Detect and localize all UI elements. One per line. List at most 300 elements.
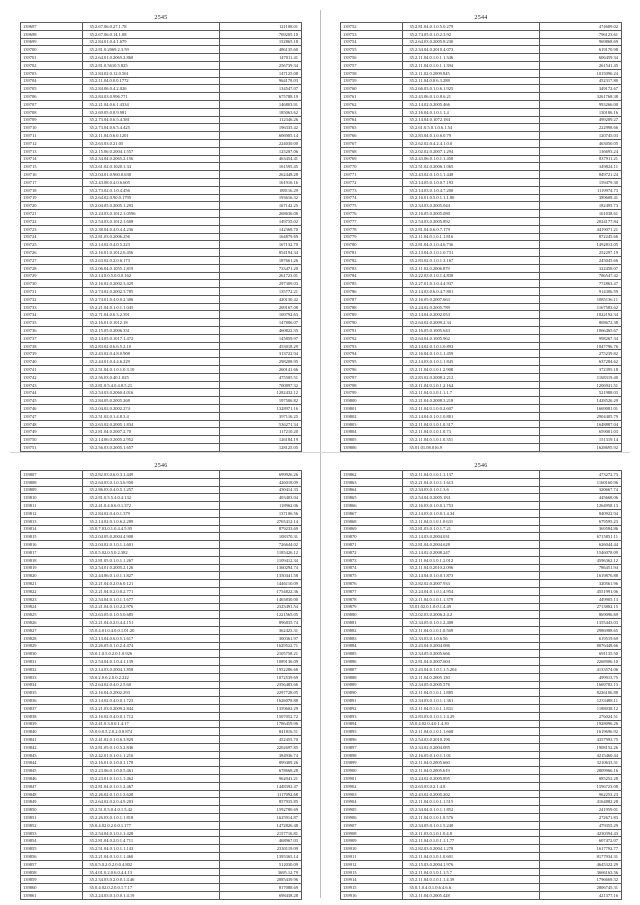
table-row — [21, 502, 302, 510]
amount-cell: 185063.62 — [220, 108, 302, 116]
record-id-cell: 139908 — [341, 829, 403, 837]
record-id-cell: 139822 — [21, 587, 83, 595]
table-row — [341, 155, 622, 163]
table-row — [341, 241, 622, 249]
account-code-cell: 35.2.34.02.0.2004.085 — [403, 743, 540, 751]
amount-cell: 1185426.12 — [220, 548, 302, 556]
table-row — [21, 821, 302, 829]
record-id-cell: 139714 — [21, 155, 83, 163]
account-code-cell: 35.2.11.04.0.1.0.1.1.1.7 — [403, 389, 540, 397]
record-id-cell: 139823 — [21, 595, 83, 603]
record-id-cell: 139835 — [21, 689, 83, 697]
record-id-cell: 139728 — [21, 264, 83, 272]
account-code-cell: 35.2.81.04.0.1.0.4.6.736 — [403, 241, 540, 249]
table-row — [21, 93, 302, 101]
table-row — [21, 525, 302, 533]
record-id-cell: 139805 — [341, 436, 403, 444]
record-id-cell: 139766 — [341, 132, 403, 140]
table-row — [21, 650, 302, 658]
account-code-cell: 35.2.83.02.0.2008.2.212 — [403, 373, 540, 381]
amount-cell: 4419071.21 — [540, 225, 622, 233]
ledger-table-body — [21, 23, 302, 452]
amount-cell: 2105758.21 — [220, 650, 302, 658]
account-code-cell: 35.2.16.01.0.5.0.1.1.1.86 — [403, 194, 540, 202]
table-row — [341, 471, 622, 479]
amount-cell: 193616.32 — [220, 194, 302, 202]
record-id-cell: 139911 — [341, 853, 403, 861]
amount-cell: 468967.03 — [220, 837, 302, 845]
record-id-cell: 139874 — [341, 564, 403, 572]
table-row — [341, 533, 622, 541]
record-id-cell: 139792 — [341, 334, 403, 342]
record-id-cell: 139864 — [341, 486, 403, 494]
table-row — [21, 412, 302, 420]
record-id-cell: 139913 — [341, 868, 403, 876]
account-code-cell: 35.2.66.03.0.1.0.6.1.925 — [403, 85, 540, 93]
page-bottom-left — [20, 462, 302, 900]
account-code-cell: 35.2.73.04.0.6.5.4.381 — [83, 116, 220, 124]
table-row — [341, 743, 622, 751]
table-row — [21, 256, 302, 264]
account-code-cell: 35.2.63.05.0.1.0.5.0.685 — [83, 611, 220, 619]
record-id-cell: 139705 — [21, 85, 83, 93]
account-code-cell: 35.2.11.04.0.1.0.1.0.317 — [403, 420, 540, 428]
amount-cell: 3695.12.79 — [220, 868, 302, 876]
account-code-cell: 35.0.4.02.0.2.0.0.1.7.17 — [83, 884, 220, 892]
table-row — [341, 829, 622, 837]
table-row — [341, 420, 622, 428]
table-row — [341, 272, 622, 280]
record-id-cell: 139888 — [341, 673, 403, 681]
account-code-cell: 35.2.41.02.0.1.0.6.3.829 — [83, 736, 220, 744]
account-code-cell: 35.2.11.04.0.0.0.1772 — [83, 77, 220, 85]
amount-cell: 161038.61 — [540, 210, 622, 218]
record-id-cell: 139768 — [341, 147, 403, 155]
record-id-cell: 139749 — [21, 428, 83, 436]
amount-cell: 1117092.68 — [220, 790, 302, 798]
amount-cell: 1119974.73 — [540, 186, 622, 194]
account-code-cell: 35.2.04.02.0.1.0.1.1.601 — [83, 541, 220, 549]
amount-cell: 197506.82 — [220, 397, 302, 405]
record-id-cell: 139704 — [21, 77, 83, 85]
ledger-table — [340, 470, 622, 900]
page-number-heading: 2545 — [154, 15, 168, 21]
account-code-cell: 35.2.24.02.0.2005.789 — [403, 303, 540, 311]
table-row — [341, 381, 622, 389]
record-id-cell: 139794 — [341, 350, 403, 358]
amount-cell: 796123.61 — [540, 30, 622, 38]
table-row — [341, 210, 622, 218]
table-row — [21, 405, 302, 413]
amount-cell: 4645322.29 — [540, 860, 622, 868]
table-row — [21, 736, 302, 744]
table-row — [341, 178, 622, 186]
account-code-cell: 35.2.64.04.0.1005.962 — [403, 334, 540, 342]
amount-cell: 521988.03 — [540, 389, 622, 397]
record-id-cell: 139827 — [21, 626, 83, 634]
record-id-cell: 139825 — [21, 611, 83, 619]
account-code-cell: 35.2.14.04.0.2002.053 — [403, 311, 540, 319]
record-id-cell: 139697 — [21, 23, 83, 31]
table-row — [341, 697, 622, 705]
table-row — [21, 665, 302, 673]
record-id-cell: 139834 — [21, 681, 83, 689]
record-id-cell: 139700 — [21, 46, 83, 54]
amount-cell: 134547.07 — [220, 85, 302, 93]
record-id-cell: 139895 — [341, 728, 403, 736]
account-code-cell: 35.2.14.02.0.4.0.5.223 — [83, 241, 220, 249]
account-code-cell: 35.2.54.03.0.2005.892 — [403, 217, 540, 225]
amount-cell: 699926.26 — [220, 471, 302, 479]
record-id-cell: 139890 — [341, 689, 403, 697]
table-row — [341, 580, 622, 588]
table-row — [341, 868, 622, 876]
amount-cell: 349824.11 — [540, 163, 622, 171]
table-row — [21, 319, 302, 327]
table-row — [21, 790, 302, 798]
account-code-cell: 35.2.61.02.0.1020.1.34 — [83, 163, 220, 171]
account-code-cell: 35.2.22.03.0.1.0.1.4.838 — [403, 272, 540, 280]
account-code-cell: 35.2.16.01.0.1012.18 — [83, 319, 220, 327]
account-code-cell: 35.2.02.03.0.2006.2.4.2 — [403, 611, 540, 619]
account-code-cell: 35.2.21.04.0.2.0.6.0.121 — [83, 580, 220, 588]
record-id-cell: 139856 — [21, 853, 83, 861]
record-id-cell: 139817 — [21, 548, 83, 556]
account-code-cell: 35.2.21.04.0.1.0.1.1.045 — [83, 303, 220, 311]
amount-cell: 118962.06 — [220, 502, 302, 510]
account-code-cell: 35.2.63.02.0.2.0.6.173 — [83, 256, 220, 264]
account-code-cell: 35.2.69.05.0.8.9.981 — [83, 108, 220, 116]
table-row — [341, 650, 622, 658]
table-row — [341, 319, 622, 327]
amount-cell: 1928096.26 — [540, 720, 622, 728]
account-code-cell: 35.2.63.02.0.2005.1.834 — [83, 420, 220, 428]
table-row — [341, 751, 622, 759]
ledger-table — [20, 22, 302, 452]
amount-cell: 2297728.05 — [220, 689, 302, 697]
account-code-cell: 35.2.21.04.0.1.0.1.1.613 — [403, 478, 540, 486]
amount-cell: 2986988.65 — [540, 626, 622, 634]
table-row — [341, 564, 622, 572]
account-code-cell: 35.2.64.02.0.90.0.1795 — [83, 194, 220, 202]
record-id-cell: 139763 — [341, 108, 403, 116]
table-row — [341, 619, 622, 627]
record-id-cell: 139854 — [21, 837, 83, 845]
table-row — [341, 412, 622, 420]
amount-cell: 121108.01 — [220, 23, 302, 31]
amount-cell: 1492813.05 — [540, 241, 622, 249]
amount-cell: 126184.19 — [220, 436, 302, 444]
record-id-cell: 139840 — [21, 728, 83, 736]
record-id-cell: 139816 — [21, 541, 83, 549]
record-id-cell: 139843 — [21, 751, 83, 759]
table-row — [21, 572, 302, 580]
record-id-cell: 139838 — [21, 712, 83, 720]
table-row — [341, 689, 622, 697]
amount-cell: 152865.18 — [220, 38, 302, 46]
record-id-cell: 139720 — [21, 202, 83, 210]
record-id-cell: 139804 — [341, 428, 403, 436]
account-code-cell: 35.2.16.01.0.1012.6.456 — [83, 249, 220, 257]
account-code-cell: 35.0.5.0.2.0.2.0.0.4.802 — [83, 860, 220, 868]
amount-cell: 1625914.87 — [220, 814, 302, 822]
account-code-cell: 35.01.02.0.1.0.0.1.4.49 — [403, 603, 540, 611]
account-code-cell: 35.2.42.01.0.1.0.1.1.216 — [83, 751, 220, 759]
record-id-cell: 139727 — [21, 256, 83, 264]
table-row — [341, 767, 622, 775]
record-id-cell: 139863 — [341, 478, 403, 486]
account-code-cell: 35.2.34.04.0.1.0.1.1.852 — [403, 806, 540, 814]
amount-cell: 4230394.43 — [540, 829, 622, 837]
table-row — [21, 478, 302, 486]
amount-cell: 298208.95 — [220, 358, 302, 366]
account-code-cell: 35.2.26.02.0.1.0.1.3.628 — [83, 790, 220, 798]
amount-cell: 679595.23 — [540, 517, 622, 525]
account-code-cell: 35.2.43.08.0.4.0.6.605 — [83, 178, 220, 186]
account-code-cell: 35.2.81.0.5.4.0.4.8.5.21 — [83, 381, 220, 389]
record-id-cell: 139739 — [21, 350, 83, 358]
record-id-cell: 139903 — [341, 790, 403, 798]
account-code-cell: 35.2.14.03.0.1.0.4.7.200 — [403, 186, 540, 194]
amount-cell: 1160160.96 — [540, 478, 622, 486]
amount-cell: 196335.42 — [220, 124, 302, 132]
table-row — [341, 806, 622, 814]
table-row — [341, 350, 622, 358]
table-row — [341, 194, 622, 202]
account-code-cell: 35.2.04.01.0.960.0.630 — [83, 171, 220, 179]
table-row — [341, 30, 622, 38]
account-code-cell: 35.0.2.0.0.2.0.0.2.222 — [83, 673, 220, 681]
amount-cell: 879233.69 — [220, 525, 302, 533]
amount-cell: 1669081.01 — [540, 405, 622, 413]
amount-cell: 4164882.28 — [540, 798, 622, 806]
table-row — [341, 502, 622, 510]
amount-cell: 125207.06 — [220, 147, 302, 155]
account-code-cell: 35.2.14.04.0.1.0.0.1.873 — [403, 572, 540, 580]
table-row — [341, 860, 622, 868]
table-row — [341, 444, 622, 452]
table-row — [21, 728, 302, 736]
table-row — [341, 280, 622, 288]
table-row — [21, 814, 302, 822]
table-row — [341, 853, 622, 861]
record-id-cell: 139884 — [341, 642, 403, 650]
table-row — [21, 548, 302, 556]
account-code-cell: 35.2.11.04.0.1.0.1.1.885 — [403, 689, 540, 697]
amount-cell: 384936.74 — [220, 751, 302, 759]
account-code-cell: 35.2.14.03.0.2004.031 — [403, 533, 540, 541]
account-code-cell: 35.2.82.03.0.2004.1.278 — [403, 845, 540, 853]
account-code-cell: 35.2.11.04.0.1.0.1.1.831 — [403, 704, 540, 712]
table-row — [341, 202, 622, 210]
account-code-cell: 35.2.81.04.0.6.0.7.179 — [403, 225, 540, 233]
table-row — [21, 241, 302, 249]
record-id-cell: 139803 — [341, 420, 403, 428]
account-code-cell: 35.2.16.05.0.1005.643 — [403, 327, 540, 335]
table-row — [341, 704, 622, 712]
amount-cell: 1669783.13 — [540, 681, 622, 689]
table-row — [21, 147, 302, 155]
amount-cell: 8076448.66 — [540, 642, 622, 650]
table-row — [341, 116, 622, 124]
table-row — [341, 821, 622, 829]
table-row — [341, 845, 622, 853]
account-code-cell: 35.2.16.04.0.1.0.1.1.4 — [403, 108, 540, 116]
account-code-cell: 35.2.14.05.0.1.0.0.7.193 — [403, 178, 540, 186]
account-code-cell: 35.2.64.03.0.1.0.3.6.950 — [83, 478, 220, 486]
table-row — [21, 798, 302, 806]
record-id-cell: 139862 — [341, 471, 403, 479]
amount-cell: 452317.80 — [540, 77, 622, 85]
amount-cell: 6715851.11 — [540, 533, 622, 541]
table-row — [341, 93, 622, 101]
record-id-cell: 139891 — [341, 697, 403, 705]
table-row — [341, 436, 622, 444]
account-code-cell: 35.2.15.03.0.2004.1.976 — [403, 860, 540, 868]
account-code-cell: 35.2.43.04.0.2004.086 — [403, 642, 540, 650]
record-id-cell: 139760 — [341, 85, 403, 93]
record-id-cell: 139795 — [341, 358, 403, 366]
table-row — [341, 163, 622, 171]
record-id-cell: 139841 — [21, 736, 83, 744]
table-row — [21, 272, 302, 280]
record-id-cell: 139829 — [21, 642, 83, 650]
record-id-cell: 139719 — [21, 194, 83, 202]
account-code-cell: 35.2.64.02.0.2.0.4.9.203 — [83, 798, 220, 806]
table-row — [341, 790, 622, 798]
amount-cell: 1754822.36 — [220, 587, 302, 595]
table-row — [21, 280, 302, 288]
account-code-cell: 35.2.34.03.0.2005.044 — [403, 202, 540, 210]
account-code-cell: 35.2.21.04.0.2.0.4.4.151 — [83, 619, 220, 627]
record-id-cell: 139899 — [341, 759, 403, 767]
amount-cell: 854194.34 — [220, 249, 302, 257]
account-code-cell: 35.2.24.03.0.1.0.0.1.4.19 — [83, 892, 220, 900]
record-id-cell: 139800 — [341, 397, 403, 405]
account-code-cell: 35.2.43.02.0.2005.202 — [403, 790, 540, 798]
amount-cell: 3210633.31 — [540, 759, 622, 767]
account-code-cell: 35.2.11.04.0.2005.428 — [403, 892, 540, 900]
record-id-cell: 139889 — [341, 681, 403, 689]
account-code-cell: 35.2.11.04.0.1.0.1.0.73 — [403, 428, 540, 436]
account-code-cell: 35.2.34.05.0.2005.576 — [403, 681, 540, 689]
account-code-cell: 35.2.15.05.0.2006.331 — [83, 327, 220, 335]
record-id-cell: 139769 — [341, 155, 403, 163]
amount-cell: 245045.66 — [540, 256, 622, 264]
account-code-cell: 35.2.41.0.3.0.0.1.4.17 — [83, 720, 220, 728]
record-id-cell: 139789 — [341, 311, 403, 319]
table-row — [21, 163, 302, 171]
amount-cell: 885252.28 — [540, 775, 622, 783]
record-id-cell: 139793 — [341, 342, 403, 350]
record-id-cell: 139713 — [21, 147, 83, 155]
table-row — [21, 494, 302, 502]
amount-cell: 2268906.10 — [540, 658, 622, 666]
amount-cell: 2765412.14 — [220, 517, 302, 525]
record-id-cell: 139910 — [341, 845, 403, 853]
amount-cell: 272671.83 — [540, 814, 622, 822]
account-code-cell: 35.2.81.04.0.2007.2.70 — [83, 428, 220, 436]
table-row — [341, 100, 622, 108]
table-row — [341, 681, 622, 689]
amount-cell: 313722.94 — [220, 350, 302, 358]
amount-cell: 209167.08 — [220, 303, 302, 311]
record-id-cell: 139876 — [341, 580, 403, 588]
amount-cell: 659001.03 — [540, 428, 622, 436]
table-row — [21, 116, 302, 124]
record-id-cell: 139839 — [21, 720, 83, 728]
record-id-cell: 139717 — [21, 178, 83, 186]
amount-cell: 2202697.85 — [220, 743, 302, 751]
table-row — [21, 658, 302, 666]
record-id-cell: 139879 — [341, 603, 403, 611]
account-code-cell: 35.2.11.04.0.1.0.1.0.576 — [403, 814, 540, 822]
table-row — [21, 759, 302, 767]
amount-cell: 512030.09 — [220, 860, 302, 868]
amount-cell: 224030.00 — [220, 139, 302, 147]
table-row — [21, 444, 302, 452]
account-code-cell: 35.2.82.02.0.2007.933 — [403, 580, 540, 588]
table-row — [21, 389, 302, 397]
table-row — [21, 233, 302, 241]
amount-cell: 276024.51 — [540, 712, 622, 720]
record-id-cell: 139801 — [341, 405, 403, 413]
account-code-cell: 35.2.63.03.0.2.1.4.8 — [403, 782, 540, 790]
record-id-cell: 139858 — [21, 868, 83, 876]
table-row — [341, 814, 622, 822]
amount-cell: 147011.41 — [220, 54, 302, 62]
amount-cell: 430414.33 — [220, 486, 302, 494]
amount-cell: 1796669.32 — [540, 876, 622, 884]
amount-cell: 167142.25 — [220, 202, 302, 210]
record-id-cell: 139798 — [341, 381, 403, 389]
amount-cell: 1089136.09 — [220, 658, 302, 666]
amount-cell: 637284.62 — [540, 358, 622, 366]
table-row — [21, 225, 302, 233]
record-id-cell: 139799 — [341, 389, 403, 397]
amount-cell: 3261768.38 — [540, 93, 622, 101]
table-row — [21, 634, 302, 642]
amount-cell: 2085439.96 — [220, 876, 302, 884]
record-id-cell: 139886 — [341, 658, 403, 666]
record-id-cell: 139855 — [21, 845, 83, 853]
account-code-cell: 35.2.21.04.0.6.1.4334 — [83, 100, 220, 108]
record-id-cell: 139898 — [341, 751, 403, 759]
account-code-cell: 35.2.64.02.0.2009.2.34 — [403, 319, 540, 327]
record-id-cell: 139740 — [21, 358, 83, 366]
table-row — [341, 892, 622, 900]
page-number-heading: 2546 — [474, 463, 488, 469]
record-id-cell: 139771 — [341, 171, 403, 179]
table-row — [341, 642, 622, 650]
record-id-cell: 139725 — [21, 241, 83, 249]
account-code-cell: 35.2.16.02.0.2002.3.429 — [83, 280, 220, 288]
account-code-cell: 35.0.7.03.0.1.0.4.4.5.95 — [83, 525, 220, 533]
amount-cell: 486135.60 — [220, 46, 302, 54]
account-code-cell: 35.2.11.04.0.1.0.1.0.601 — [403, 853, 540, 861]
amount-cell: 1617792.77 — [540, 845, 622, 853]
account-code-cell: 35.2.54.04.0.1.0.4.1.139 — [83, 658, 220, 666]
record-id-cell: 139882 — [341, 626, 403, 634]
account-code-cell: 35.0.1.0.4.0.1.0.6.4.6.6. — [403, 884, 540, 892]
account-code-cell: 35.2.11.04.0.1.0.1.0.351 — [403, 436, 540, 444]
table-row — [21, 845, 302, 853]
amount-cell: 130186.16 — [540, 108, 622, 116]
table-row — [341, 587, 622, 595]
record-id-cell: 139745 — [21, 397, 83, 405]
record-id-cell: 139722 — [21, 217, 83, 225]
amount-cell: 161595.45 — [220, 163, 302, 171]
